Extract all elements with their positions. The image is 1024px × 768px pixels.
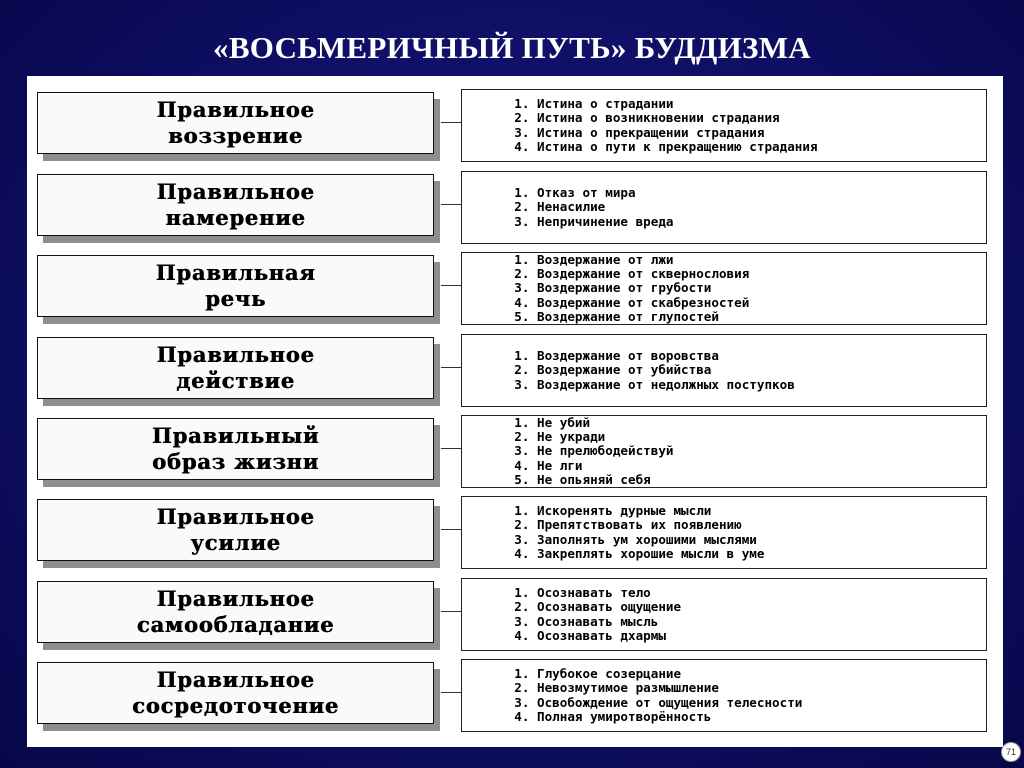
list-item: 3. Воздержание от недолжных поступков: [537, 378, 795, 392]
path-label-line: сосредоточение: [132, 693, 339, 718]
list-item: 2. Не укради: [537, 430, 673, 444]
list-item: 3. Истина о прекращении страдания: [537, 126, 818, 140]
list-item: 5. Не опьяняй себя: [537, 473, 673, 487]
path-label-line: усилие: [190, 530, 281, 555]
list-item: 4. Воздержание от скабрезностей: [537, 296, 749, 310]
path-label-box: [37, 337, 434, 399]
path-items-box: [461, 171, 987, 244]
path-label-line: Правильное: [156, 179, 315, 204]
list-item: 1. Истина о страдании: [537, 97, 818, 111]
connector-line: [441, 285, 461, 286]
path-items-box: [461, 334, 987, 407]
path-label-line: воззрение: [168, 123, 303, 148]
connector-line: [441, 204, 461, 205]
diagram-panel: [27, 76, 1003, 747]
connector-line: [441, 448, 461, 449]
path-label-box: [37, 92, 434, 154]
list-item: 1. Воздержание от воровства: [537, 349, 795, 363]
path-label-box: [37, 499, 434, 561]
list-item: 5. Воздержание от глупостей: [537, 310, 749, 324]
path-label-line: намерение: [165, 205, 306, 230]
path-row-5: [27, 408, 1003, 488]
list-item: 2. Истина о возникновении страдания: [537, 111, 818, 125]
list-item: 4. Истина о пути к прекращению страдания: [537, 140, 818, 154]
connector-line: [441, 611, 461, 612]
list-item: 1. Осознавать тело: [537, 586, 681, 600]
path-items-box: [461, 659, 987, 732]
path-label-box: [37, 662, 434, 724]
slide-number: 71: [1001, 742, 1021, 762]
path-row-7: [27, 571, 1003, 651]
path-label-box: [37, 418, 434, 480]
path-label-line: действие: [176, 368, 295, 393]
connector-line: [441, 367, 461, 368]
path-label-line: Правильное: [156, 97, 315, 122]
list-item: 3. Воздержание от грубости: [537, 281, 749, 295]
list-item: 4. Не лги: [537, 459, 673, 473]
path-label-line: Правильный: [151, 423, 320, 448]
list-item: 2. Ненасилие: [537, 200, 673, 214]
list-item: 2. Препятствовать их появлению: [537, 518, 764, 532]
list-item: 3. Освобождение от ощущения телесности: [537, 696, 802, 710]
path-items-box: [461, 252, 987, 325]
path-label-line: Правильное: [156, 667, 315, 692]
path-label-line: Правильное: [156, 586, 315, 611]
path-row-2: [27, 164, 1003, 244]
list-item: 3. Не прелюбодействуй: [537, 444, 673, 458]
connector-line: [441, 122, 461, 123]
list-item: 2. Осознавать ощущение: [537, 600, 681, 614]
list-item: 1. Воздержание от лжи: [537, 253, 749, 267]
list-item: 1. Не убий: [537, 416, 673, 430]
path-label-line: самообладание: [136, 612, 335, 637]
path-row-1: [27, 82, 1003, 162]
path-label-line: Правильная: [155, 260, 316, 285]
path-items-box: [461, 578, 987, 651]
list-item: 1. Искоренять дурные мысли: [537, 504, 764, 518]
path-row-3: [27, 245, 1003, 325]
path-label-box: [37, 174, 434, 236]
path-items-box: [461, 496, 987, 569]
path-row-8: [27, 652, 1003, 732]
list-item: 2. Воздержание от убийства: [537, 363, 795, 377]
path-label-box: [37, 255, 434, 317]
list-item: 4. Осознавать дхармы: [537, 629, 681, 643]
list-item: 3. Осознавать мысль: [537, 615, 681, 629]
path-row-6: [27, 489, 1003, 569]
path-items-box: [461, 89, 987, 162]
path-label-line: речь: [205, 286, 266, 311]
list-item: 4. Закреплять хорошие мысли в уме: [537, 547, 764, 561]
list-item: 1. Отказ от мира: [537, 186, 673, 200]
path-label-line: Правильное: [156, 342, 315, 367]
list-item: 3. Непричинение вреда: [537, 215, 673, 229]
path-label-line: образ жизни: [152, 449, 319, 474]
list-item: 2. Воздержание от сквернословия: [537, 267, 749, 281]
path-row-4: [27, 327, 1003, 407]
connector-line: [441, 692, 461, 693]
list-item: 2. Невозмутимое размышление: [537, 681, 802, 695]
slide-title: «ВОСЬМЕРИЧНЫЙ ПУТЬ» БУДДИЗМА: [213, 30, 811, 65]
list-item: 4. Полная умиротворённость: [537, 710, 802, 724]
path-label-box: [37, 581, 434, 643]
path-items-box: [461, 415, 987, 488]
list-item: 1. Глубокое созерцание: [537, 667, 802, 681]
path-label-line: Правильное: [156, 504, 315, 529]
list-item: 3. Заполнять ум хорошими мыслями: [537, 533, 764, 547]
connector-line: [441, 529, 461, 530]
